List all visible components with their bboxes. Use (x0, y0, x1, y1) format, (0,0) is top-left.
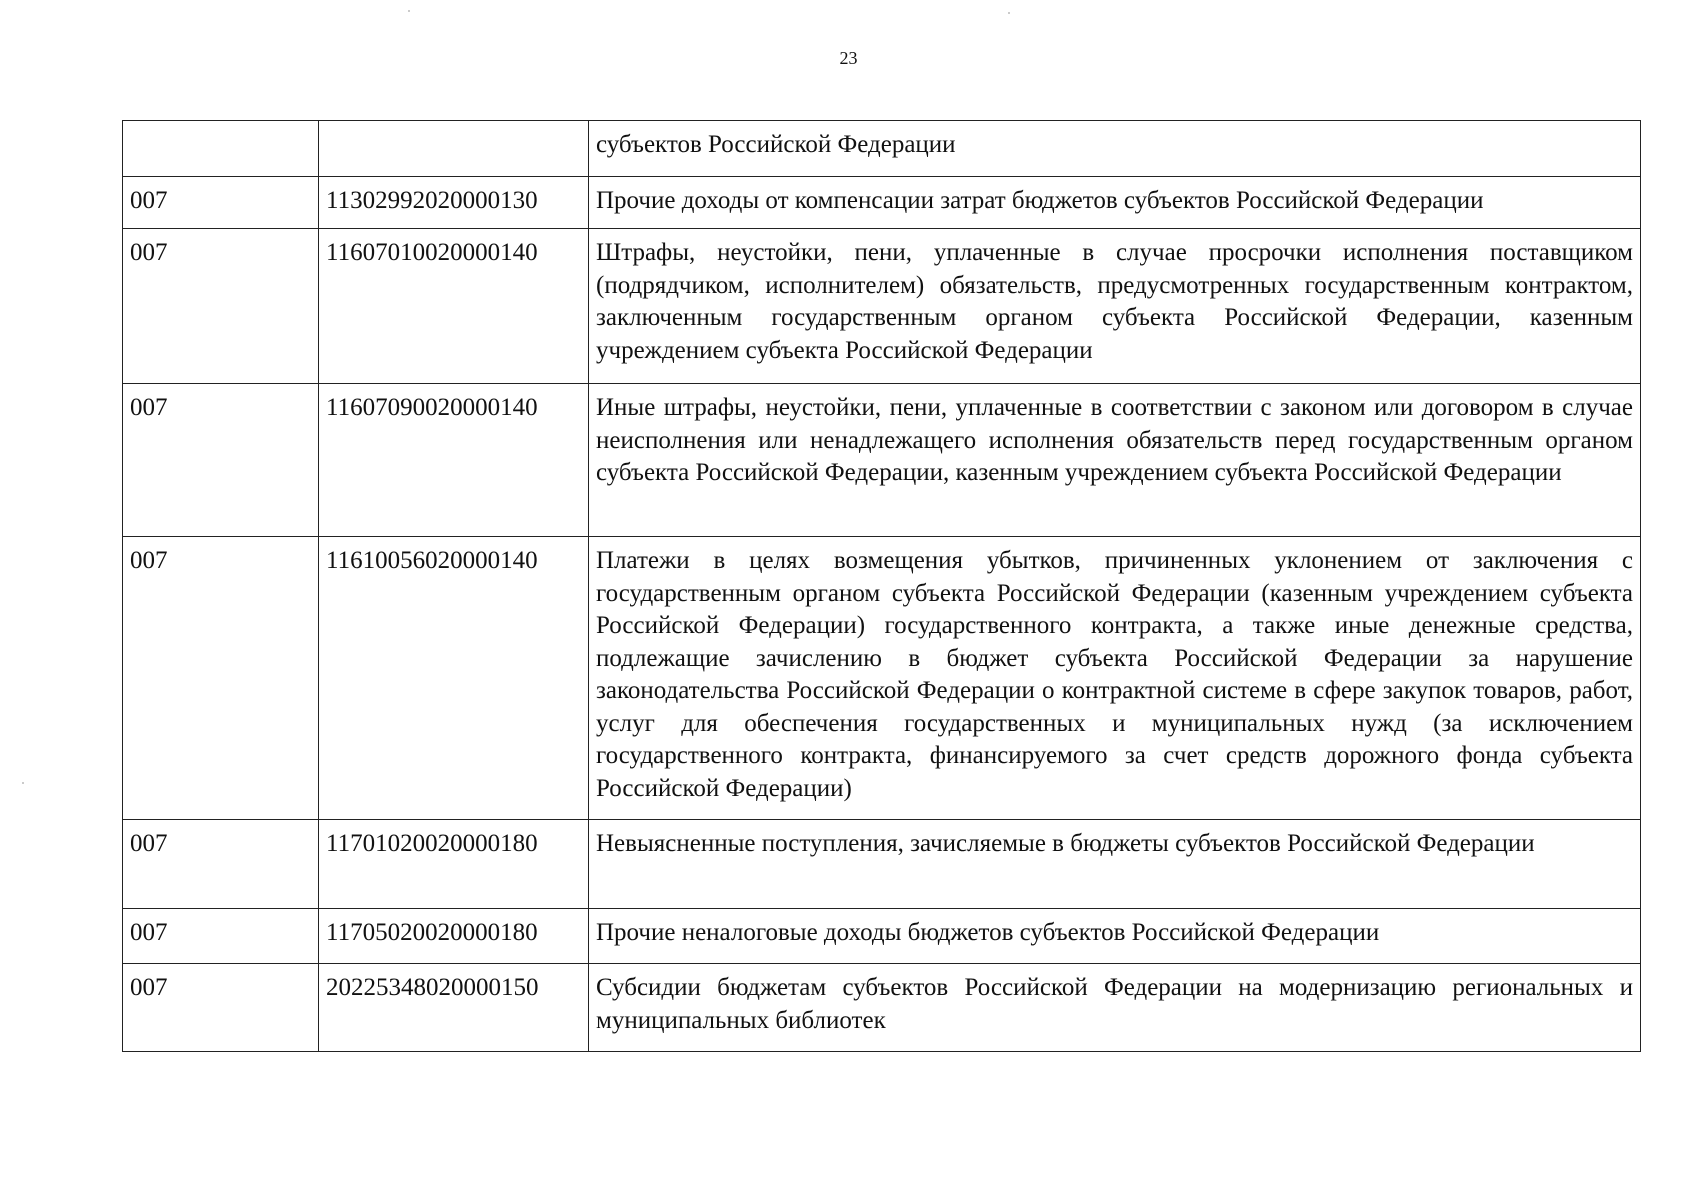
income-code-cell: 11302992020000130 (319, 177, 589, 229)
admin-code-cell: 007 (123, 820, 319, 909)
table-row (123, 229, 1641, 384)
description-cell: Прочие неналоговые доходы бюджетов субъектов Российской Федерации (589, 909, 1641, 964)
admin-code-cell: 007 (123, 229, 319, 384)
description-cell: Прочие доходы от компенсации затрат бюджетов субъектов Российской Федерации (589, 177, 1641, 229)
income-code-cell: 11701020020000180 (319, 820, 589, 909)
income-code-cell: 11705020020000180 (319, 909, 589, 964)
table-row (123, 909, 1641, 964)
admin-code-cell (123, 121, 319, 177)
table-row (123, 964, 1641, 1052)
income-codes-table (122, 120, 1641, 1052)
scan-artifact-dot (1008, 12, 1010, 14)
admin-code-cell: 007 (123, 909, 319, 964)
description-cell: Платежи в целях возмещения убытков, причиненных уклонением от заключения с государственным органом субъекта Российской Федерации (казенным учреждением субъекта Российской Федерации) государственного контракта, а также иные денежные средства, подлежащие зачислению в бюджет субъекта Российской Федерации за нарушение законодательства Российской Федерации о контрактной системе в сфере закупок товаров, работ, услуг для обеспечения государственных и муниципальных нужд (за исключением государственного контракта, финансируемого за счет средств дорожного фонда субъекта Российской Федерации) (589, 537, 1641, 820)
scan-artifact-dot (22, 782, 24, 784)
scan-artifact-dot (408, 10, 410, 12)
admin-code-cell: 007 (123, 964, 319, 1052)
income-code-cell: 11607090020000140 (319, 384, 589, 537)
admin-code-cell: 007 (123, 384, 319, 537)
description-cell: Субсидии бюджетам субъектов Российской Федерации на модернизацию региональных и муниципальных библиотек (589, 964, 1641, 1052)
table-row (123, 820, 1641, 909)
description-cell: Штрафы, неустойки, пени, уплаченные в случае просрочки исполнения поставщиком (подрядчиком, исполнителем) обязательств, предусмотренных государственным контрактом, заключенным государственным органом субъекта Российской Федерации, казенным учреждением субъекта Российской Федерации (589, 229, 1641, 384)
income-code-cell (319, 121, 589, 177)
description-cell: субъектов Российской Федерации (589, 121, 1641, 177)
table-row (123, 384, 1641, 537)
admin-code-cell: 007 (123, 537, 319, 820)
page-number: 23 (839, 48, 858, 68)
table-row (123, 537, 1641, 820)
income-code-cell: 20225348020000150 (319, 964, 589, 1052)
admin-code-cell: 007 (123, 177, 319, 229)
income-code-cell: 11607010020000140 (319, 229, 589, 384)
table-row (123, 121, 1641, 177)
income-code-cell: 11610056020000140 (319, 537, 589, 820)
description-cell: Невыясненные поступления, зачисляемые в бюджеты субъектов Российской Федерации (589, 820, 1641, 909)
description-cell: Иные штрафы, неустойки, пени, уплаченные в соответствии с законом или договором в случае неисполнения или ненадлежащего исполнения обязательств перед государственным органом субъекта Российской Федерации, казенным учреждением субъекта Российской Федерации (589, 384, 1641, 537)
table-row (123, 177, 1641, 229)
